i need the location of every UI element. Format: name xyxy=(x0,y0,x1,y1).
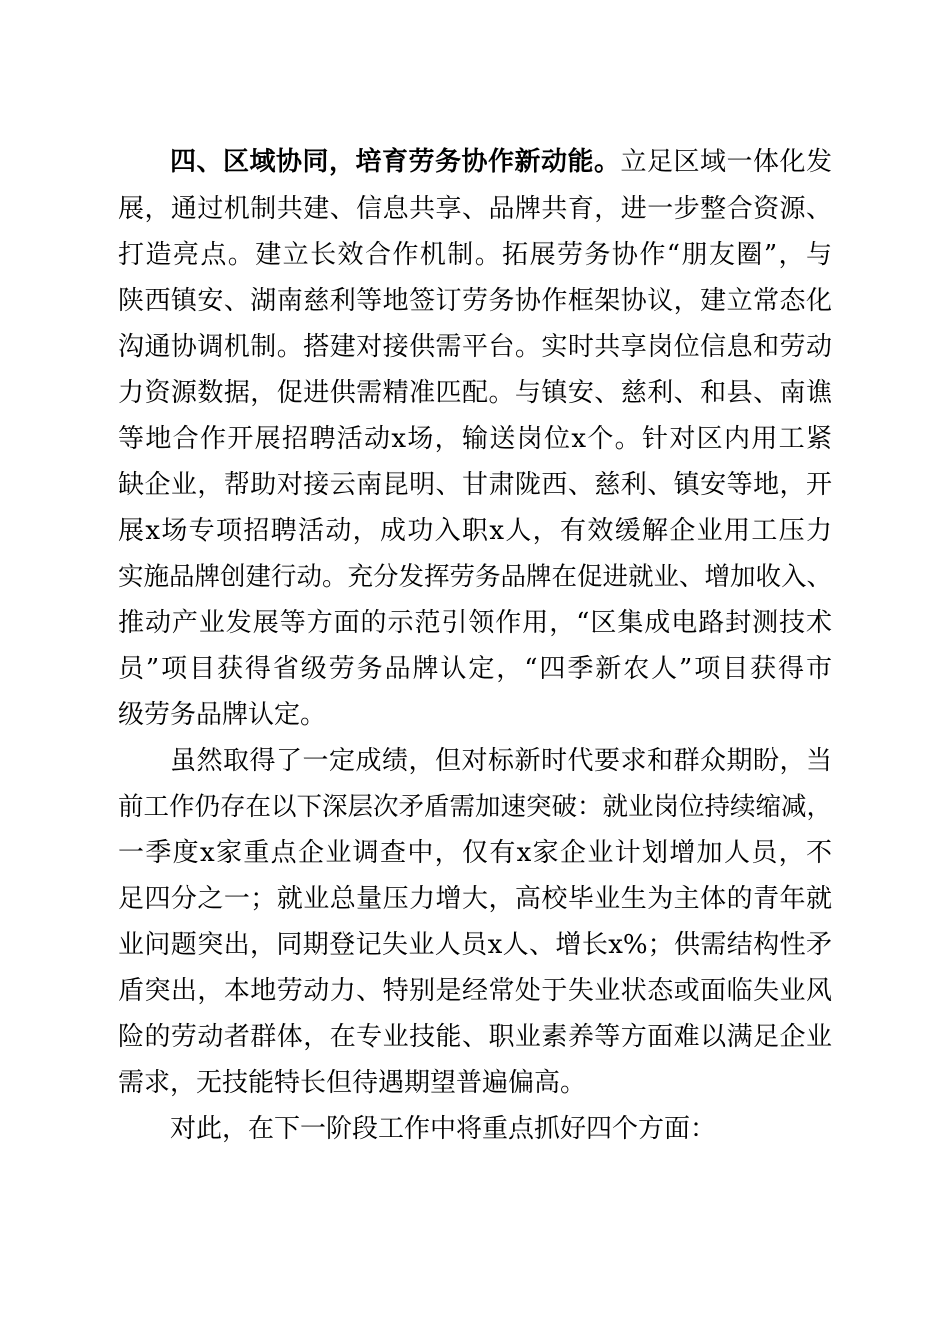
paragraph-2-line-2: 前工作仍存在以下深层次矛盾需加速突破：就业岗位持续缩减， xyxy=(118,792,833,822)
paragraph-2-line-8: 需求，无技能特长但待遇期望普遍偏高。 xyxy=(118,1068,587,1098)
paragraph-1-line-2: 展，通过机制共建、信息共享、品牌共育，进一步整合资源、 xyxy=(118,194,832,224)
paragraph-2-line-1: 虽然取得了一定成绩，但对标新时代要求和群众期盼，当 xyxy=(170,746,832,776)
paragraph-2-line-3: 一季度x家重点企业调查中，仅有x家企业计划增加人员，不 xyxy=(118,838,832,868)
paragraph-1-line-10: 实施品牌创建行动。充分发挥劳务品牌在促进就业、增加收入、 xyxy=(118,562,833,592)
paragraph-1-line-1 xyxy=(170,142,832,182)
paragraph-1-heading: 四、区域协同，培育劳务协作新动能。 xyxy=(170,147,621,177)
paragraph-1-line-9: 展x场专项招聘活动，成功入职x人，有效缓解企业用工压力 xyxy=(118,516,832,546)
paragraph-1-line-6: 力资源数据，促进供需精准匹配。与镇安、慈利、和县、南谯 xyxy=(118,378,832,408)
paragraph-1-line-1-text: 立足区域一体化发 xyxy=(620,147,832,177)
paragraph-1-line-11: 推动产业发展等方面的示范引领作用，“区集成电路封测技术 xyxy=(118,608,832,638)
paragraph-1-line-7: 等地合作开展招聘活动x场，输送岗位x个。针对区内用工紧 xyxy=(118,424,832,454)
paragraph-2-line-7: 险的劳动者群体，在专业技能、职业素养等方面难以满足企业 xyxy=(118,1022,832,1052)
paragraph-2-line-4: 足四分之一；就业总量压力增大，高校毕业生为主体的青年就 xyxy=(118,884,832,914)
paragraph-1-line-3: 打造亮点。建立长效合作机制。拓展劳务协作“朋友圈”，与 xyxy=(118,240,832,270)
paragraph-1-line-8: 缺企业，帮助对接云南昆明、甘肃陇西、慈利、镇安等地，开 xyxy=(118,470,832,500)
paragraph-1-line-5: 沟通协调机制。搭建对接供需平台。实时共享岗位信息和劳动 xyxy=(118,332,832,362)
paragraph-2-line-6: 盾突出，本地劳动力、特别是经常处于失业状态或面临失业风 xyxy=(118,976,832,1006)
paragraph-1-line-13: 级劳务品牌认定。 xyxy=(118,700,327,730)
paragraph-1-line-4: 陕西镇安、湖南慈利等地签订劳务协作框架协议，建立常态化 xyxy=(118,286,832,316)
paragraph-2-line-5: 业问题突出，同期登记失业人员x人、增长x%；供需结构性矛 xyxy=(118,930,832,960)
paragraph-1-line-12: 员”项目获得省级劳务品牌认定，“四季新农人”项目获得市 xyxy=(118,654,832,684)
paragraph-3-line-1: 对此，在下一阶段工作中将重点抓好四个方面： xyxy=(170,1114,717,1144)
